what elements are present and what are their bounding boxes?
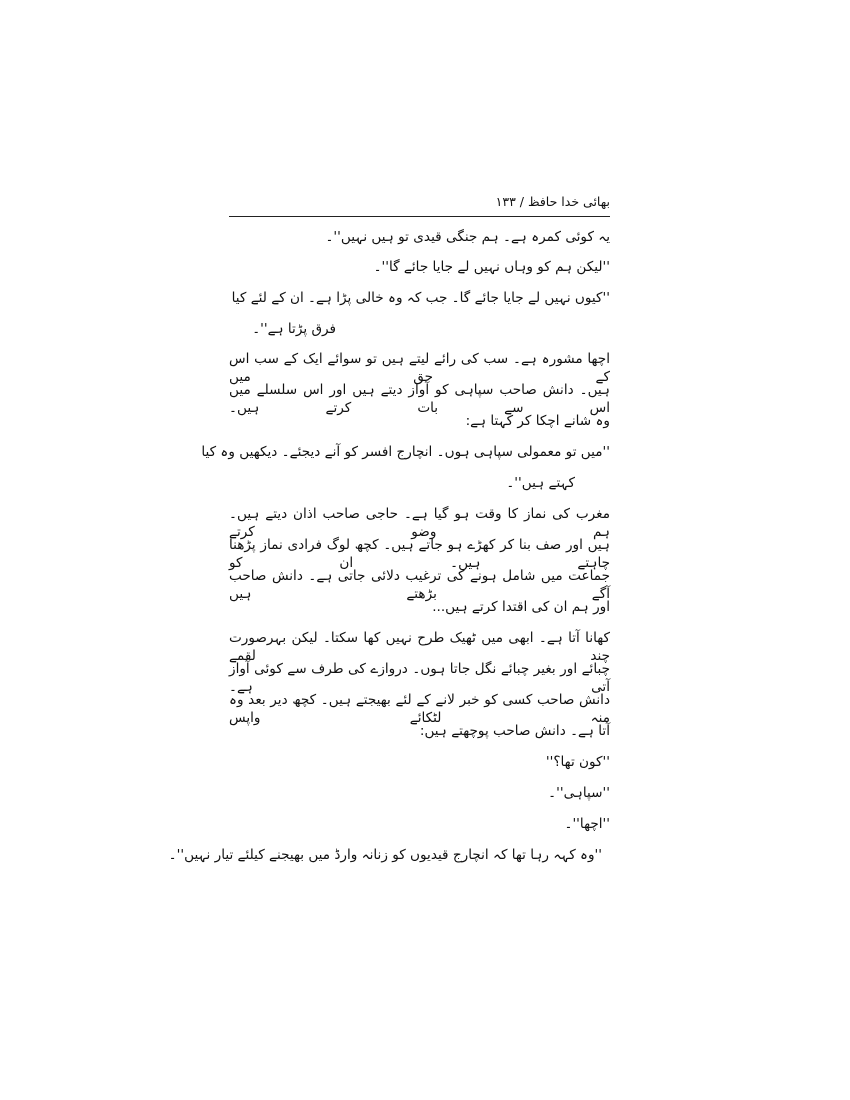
text-line: دانش صاحب کسی کو خبر لانے کے لئے بھیجتے ہیں۔ کچھ دیر بعد وہ منہ لٹکائے واپس (229, 692, 610, 726)
text-line: اور ہم ان کی اقتدا کرتے ہیں... (432, 599, 610, 615)
text-line: مغرب کی نماز کا وقت ہو گیا ہے۔ حاجی صاحب اذان دیتے ہیں۔ ہم وضو کرتے (229, 506, 610, 540)
text-line: ''میں تو معمولی سپاہی ہوں۔ انچارج افسر کو آنے دیجئے۔ دیکھیں وہ کیا (201, 444, 610, 460)
text-line: کھانا آتا ہے۔ ابھی میں ٹھیک طرح نہیں کھا سکتا۔ لیکن بہرصورت چند لقمے (229, 630, 610, 664)
running-title: بھائی خدا حافظ / ۱۳۳ (495, 194, 610, 209)
text-line: ہیں اور صف بنا کر کھڑے ہو جاتے ہیں۔ کچھ لوگ فرادی نماز پڑھنا چاہتے ہیں۔ ان کو (229, 537, 610, 571)
text-line: اچھا مشورہ ہے۔ سب کی رائے لیتے ہیں تو سوائے ایک کے سب اس کے حق میں (229, 351, 610, 385)
text-line: جماعت میں شامل ہونے کی ترغیب دلائی جاتی ہے۔ دانش صاحب آگے بڑھتے ہیں (229, 568, 610, 602)
text-line: کہتے ہیں''۔ (506, 475, 575, 491)
text-line: فرق پڑتا ہے''۔ (252, 321, 336, 337)
text-line: ''سپاہی''۔ (548, 785, 610, 801)
page-header (229, 190, 610, 217)
text-line: ''کیوں نہیں لے جایا جائے گا۔ جب کہ وہ خالی پڑا ہے۔ ان کے لئے کیا (231, 290, 610, 306)
text-line: ''وہ کہہ رہا تھا کہ انچارج قیدیوں کو زنانہ وارڈ میں بھیجنے کیلئے تیار نہیں''۔ (168, 847, 602, 863)
text-line: ''لیکن ہم کو وہاں نہیں لے جایا جائے گا''۔ (373, 259, 610, 275)
text-line: ''اچھا''۔ (564, 816, 610, 832)
text-line: ''کون تھا؟'' (545, 754, 610, 770)
book-page (168, 190, 610, 890)
text-line: آتا ہے۔ دانش صاحب پوچھتے ہیں: (419, 723, 610, 739)
text-line: چبائے اور بغیر چبائے نگل جاتا ہوں۔ دروازے کی طرف سے کوئی آواز آتی ہے۔ (229, 661, 610, 695)
text-line: وہ شانے اچکا کر کہتا ہے: (465, 413, 610, 429)
text-line: یہ کوئی کمرہ ہے۔ ہم جنگی قیدی تو ہیں نہیں''۔ (325, 229, 610, 245)
text-line: ہیں۔ دانش صاحب سپاہی کو آواز دیتے ہیں اور اس سلسلے میں اس سے بات کرتے ہیں۔ (229, 382, 610, 416)
